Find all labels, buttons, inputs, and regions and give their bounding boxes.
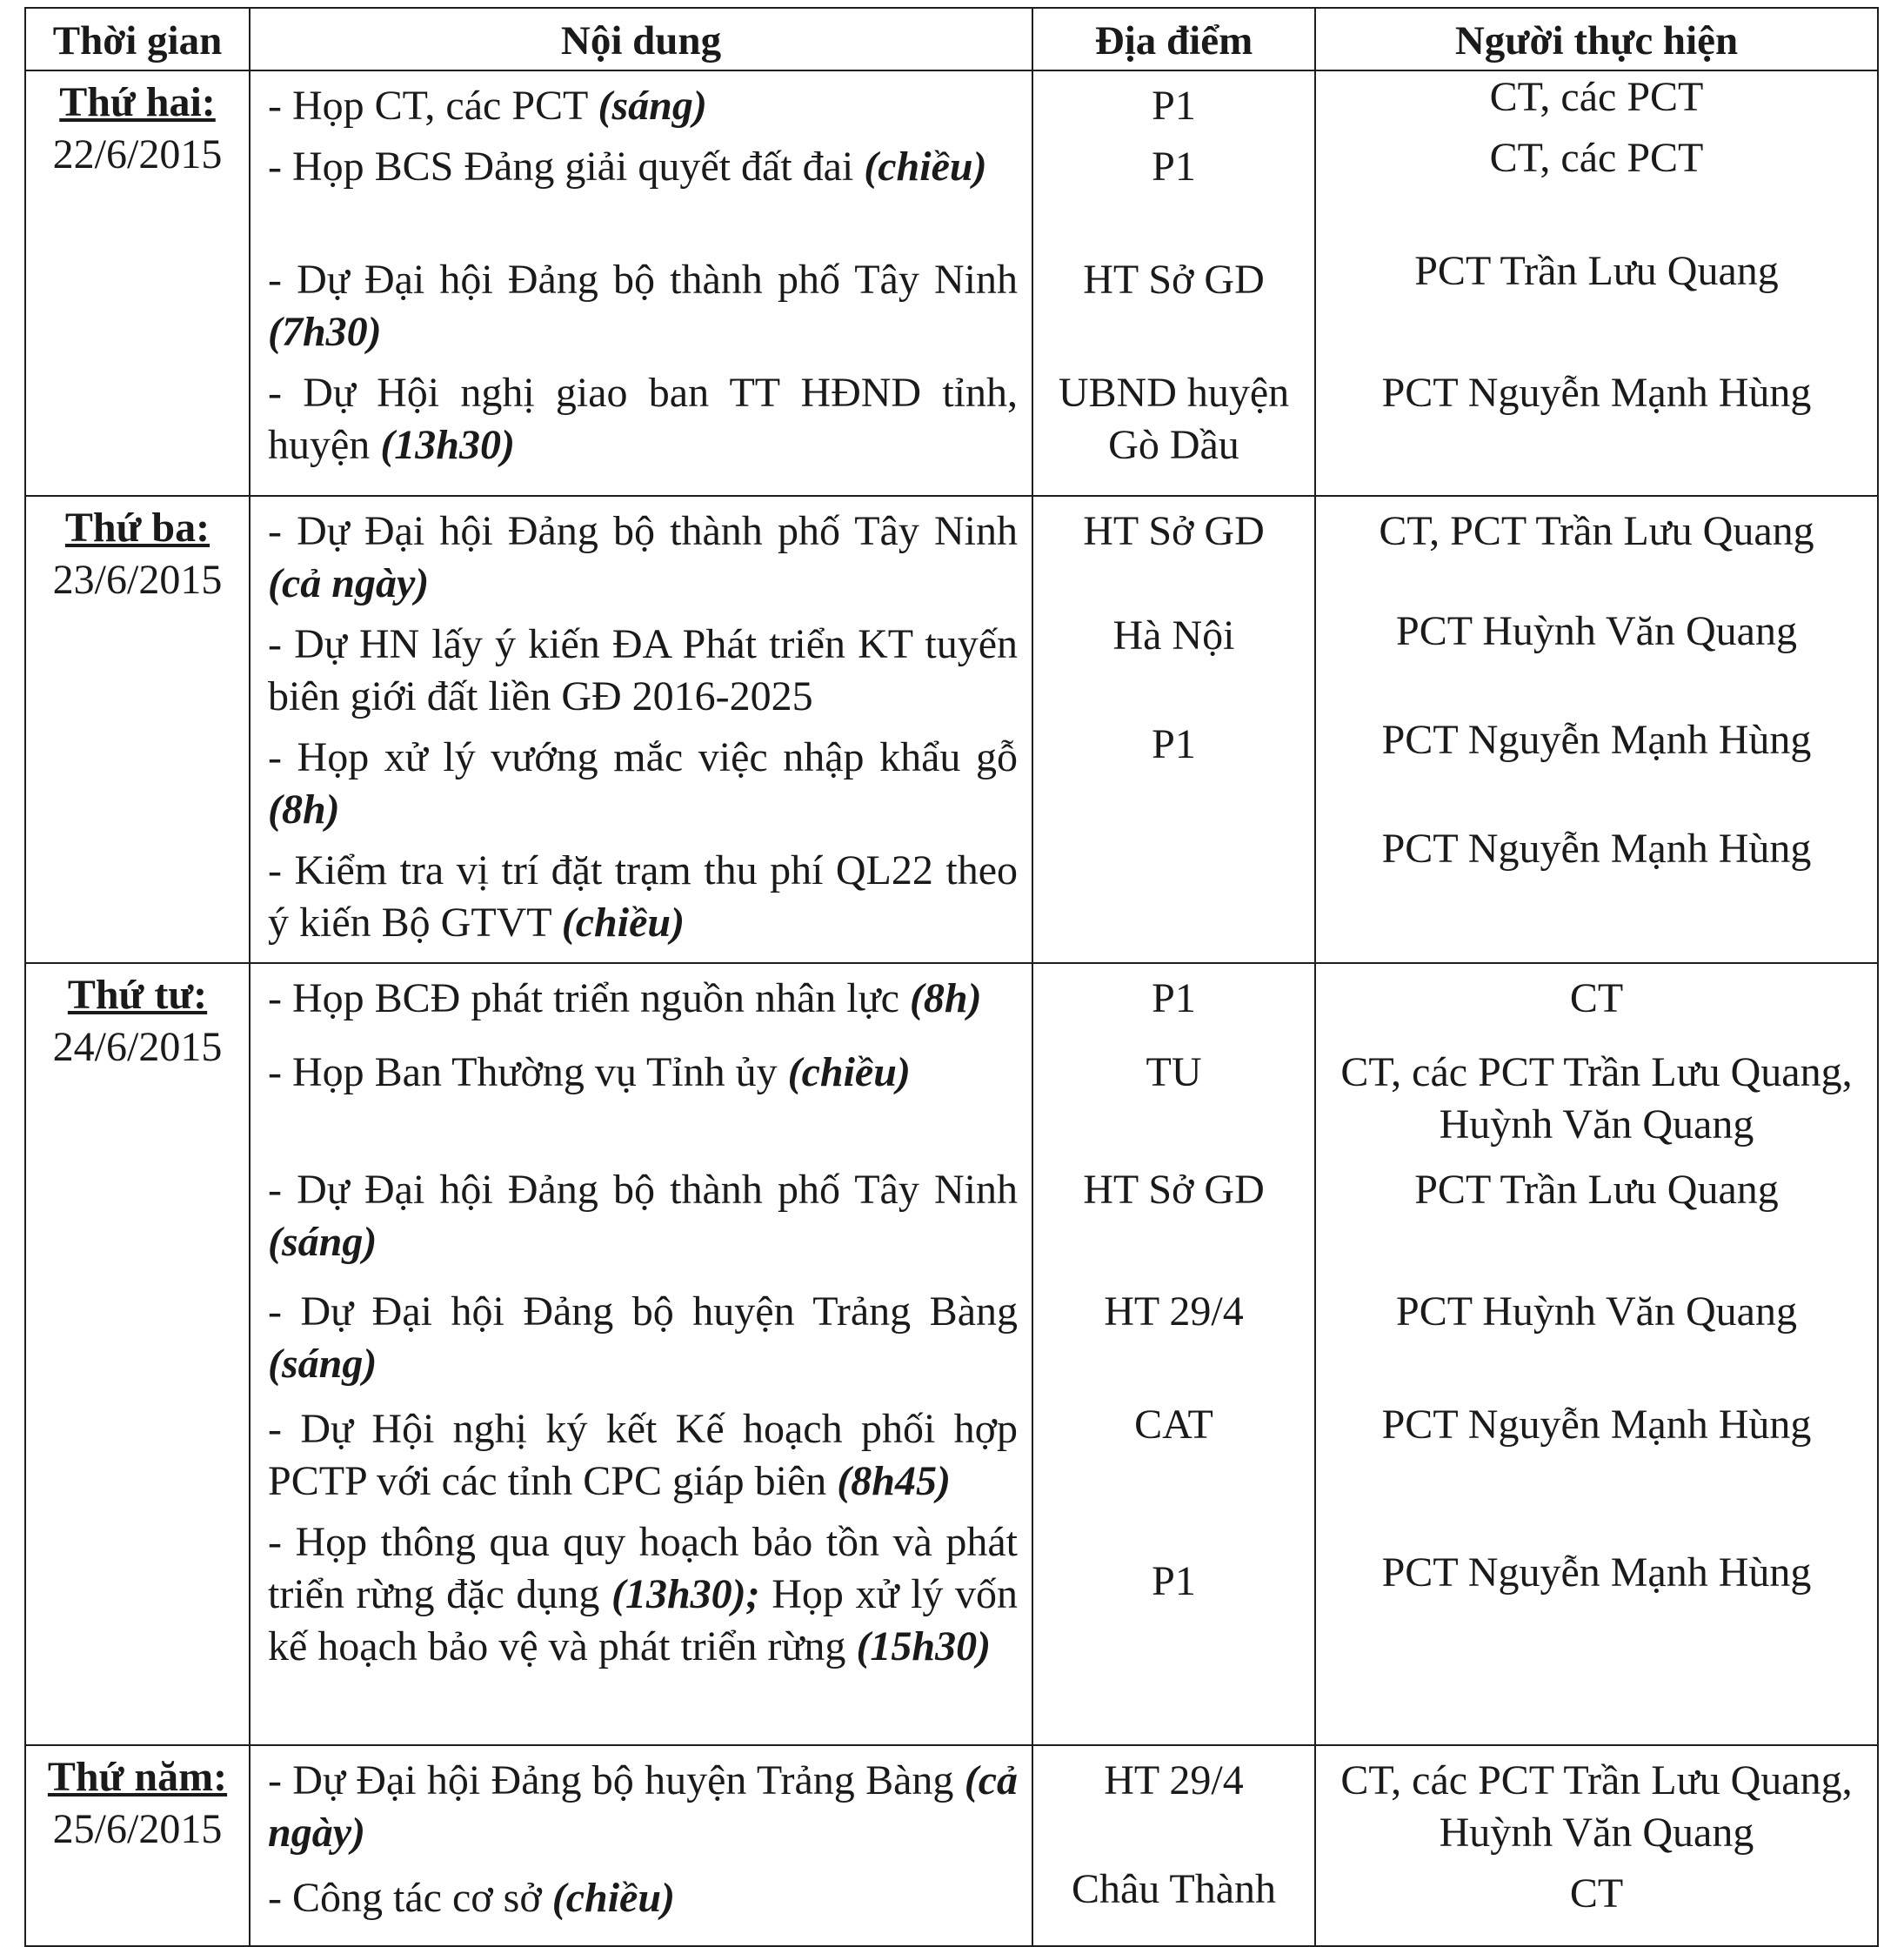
place-text: UBND huyện Gò Dầu	[1058, 370, 1290, 468]
event-item: - Dự Đại hội Đảng bộ huyện Trảng Bàng (sáng)	[268, 1288, 1018, 1387]
person-text: PCT Huỳnh Văn Quang	[1396, 1288, 1797, 1335]
place-text: Hà Nội	[1112, 612, 1235, 659]
event-item: - Họp BCS Đảng giải quyết đất đai (chiều)	[268, 144, 987, 190]
event-item: - Họp BCĐ phát triển nguồn nhân lực (8h)	[268, 975, 982, 1021]
place-text: Châu Thành	[1071, 1866, 1277, 1912]
day-name: Thứ ba:	[64, 505, 210, 551]
place-text: P1	[1152, 975, 1196, 1021]
place-cell	[1032, 70, 1315, 496]
content-cell	[250, 963, 1032, 1745]
day-cell	[25, 963, 250, 1745]
event-item: - Dự Đại hội Đảng bộ thành phố Tây Ninh (cả ngày)	[268, 508, 1018, 606]
place-text: HT 29/4	[1104, 1288, 1244, 1335]
person-text: CT	[1569, 975, 1624, 1021]
place-text: P1	[1152, 1558, 1196, 1604]
header-time: Thời gian	[25, 8, 250, 70]
event-item: - Họp xử lý vướng mắc việc nhập khẩu gỗ (8h)	[268, 734, 1018, 833]
day-row-tuesday	[25, 496, 1878, 963]
content-cell	[250, 70, 1032, 496]
person-text: PCT Trần Lưu Quang	[1414, 1167, 1779, 1213]
person-text: PCT Trần Lưu Quang	[1414, 248, 1779, 294]
event-item: - Kiểm tra vị trí đặt trạm thu phí QL22 theo ý kiến Bộ GTVT (chiều)	[268, 847, 1018, 946]
header-row	[25, 8, 1878, 70]
place-text: HT Sở GD	[1083, 257, 1265, 303]
person-text: PCT Nguyễn Mạnh Hùng	[1381, 1402, 1812, 1448]
place-text: P1	[1152, 83, 1196, 129]
day-row-wednesday	[25, 963, 1878, 1745]
person-text: PCT Nguyễn Mạnh Hùng	[1381, 826, 1812, 872]
place-text: HT Sở GD	[1083, 508, 1265, 554]
person-text: CT	[1569, 1870, 1624, 1917]
person-text: PCT Huỳnh Văn Quang	[1396, 608, 1797, 654]
place-text: TU	[1146, 1049, 1202, 1095]
place-cell	[1032, 496, 1315, 963]
event-item: - Dự Đại hội Đảng bộ huyện Trảng Bàng (cả ngày)	[268, 1757, 1018, 1856]
place-cell	[1032, 1745, 1315, 1946]
content-cell	[250, 1745, 1032, 1946]
person-text: PCT Nguyễn Mạnh Hùng	[1381, 717, 1812, 763]
header-place: Địa điểm	[1032, 8, 1315, 70]
place-text: HT 29/4	[1104, 1757, 1244, 1803]
event-item: - Dự HN lấy ý kiến ĐA Phát triển KT tuyến biên giới đất liền GĐ 2016-2025	[268, 621, 1018, 719]
person-text: CT, các PCT Trần Lưu Quang, Huỳnh Văn Quang	[1340, 1757, 1853, 1856]
content-cell	[250, 496, 1032, 963]
event-item: - Họp Ban Thường vụ Tỉnh ủy (chiều)	[268, 1049, 911, 1095]
place-text: HT Sở GD	[1083, 1167, 1265, 1213]
day-date: 23/6/2015	[52, 557, 223, 603]
person-text: CT, PCT Trần Lưu Quang	[1379, 508, 1814, 554]
place-text: CAT	[1134, 1402, 1213, 1448]
day-name: Thứ hai:	[59, 79, 216, 125]
event-item: - Dự Đại hội Đảng bộ thành phố Tây Ninh (sáng)	[268, 1167, 1018, 1265]
place-text: P1	[1152, 144, 1196, 190]
day-row-thursday	[25, 1745, 1878, 1946]
person-text: CT, các PCT	[1489, 135, 1704, 181]
person-text: CT, các PCT	[1489, 74, 1704, 120]
person-cell	[1315, 963, 1878, 1745]
person-cell	[1315, 1745, 1878, 1946]
day-date: 22/6/2015	[52, 131, 223, 177]
day-date: 25/6/2015	[52, 1806, 223, 1852]
event-item: - Họp thông qua quy hoạch bảo tồn và phát triển rừng đặc dụng (13h30); Họp xử lý vốn kế hoạch bảo vệ và phát triển rừng (15h30)	[268, 1519, 1018, 1669]
person-cell	[1315, 70, 1878, 496]
weekly-schedule-table	[24, 7, 1879, 1947]
day-name: Thứ năm:	[47, 1754, 228, 1800]
header-content: Nội dung	[250, 8, 1032, 70]
person-text: CT, các PCT Trần Lưu Quang, Huỳnh Văn Quang	[1340, 1049, 1853, 1147]
event-item: - Dự Đại hội Đảng bộ thành phố Tây Ninh (7h30)	[268, 257, 1018, 355]
event-item: - Dự Hội nghị giao ban TT HĐND tỉnh, huyện (13h30)	[268, 370, 1018, 468]
schedule-page	[24, 7, 1877, 1947]
day-cell	[25, 70, 250, 496]
event-item: - Công tác cơ sở (chiều)	[268, 1875, 676, 1921]
person-cell	[1315, 496, 1878, 963]
day-cell	[25, 1745, 250, 1946]
header-person: Người thực hiện	[1315, 8, 1878, 70]
person-text: PCT Nguyễn Mạnh Hùng	[1381, 370, 1812, 416]
day-name: Thứ tư:	[67, 972, 208, 1018]
day-cell	[25, 496, 250, 963]
place-text: P1	[1152, 721, 1196, 767]
place-cell	[1032, 963, 1315, 1745]
day-date: 24/6/2015	[52, 1024, 223, 1070]
event-item: - Dự Hội nghị ký kết Kế hoạch phối hợp PCTP với các tỉnh CPC giáp biên (8h45)	[268, 1406, 1018, 1504]
day-row-monday	[25, 70, 1878, 496]
person-text: PCT Nguyễn Mạnh Hùng	[1381, 1549, 1812, 1596]
event-item: - Họp CT, các PCT (sáng)	[268, 83, 707, 129]
